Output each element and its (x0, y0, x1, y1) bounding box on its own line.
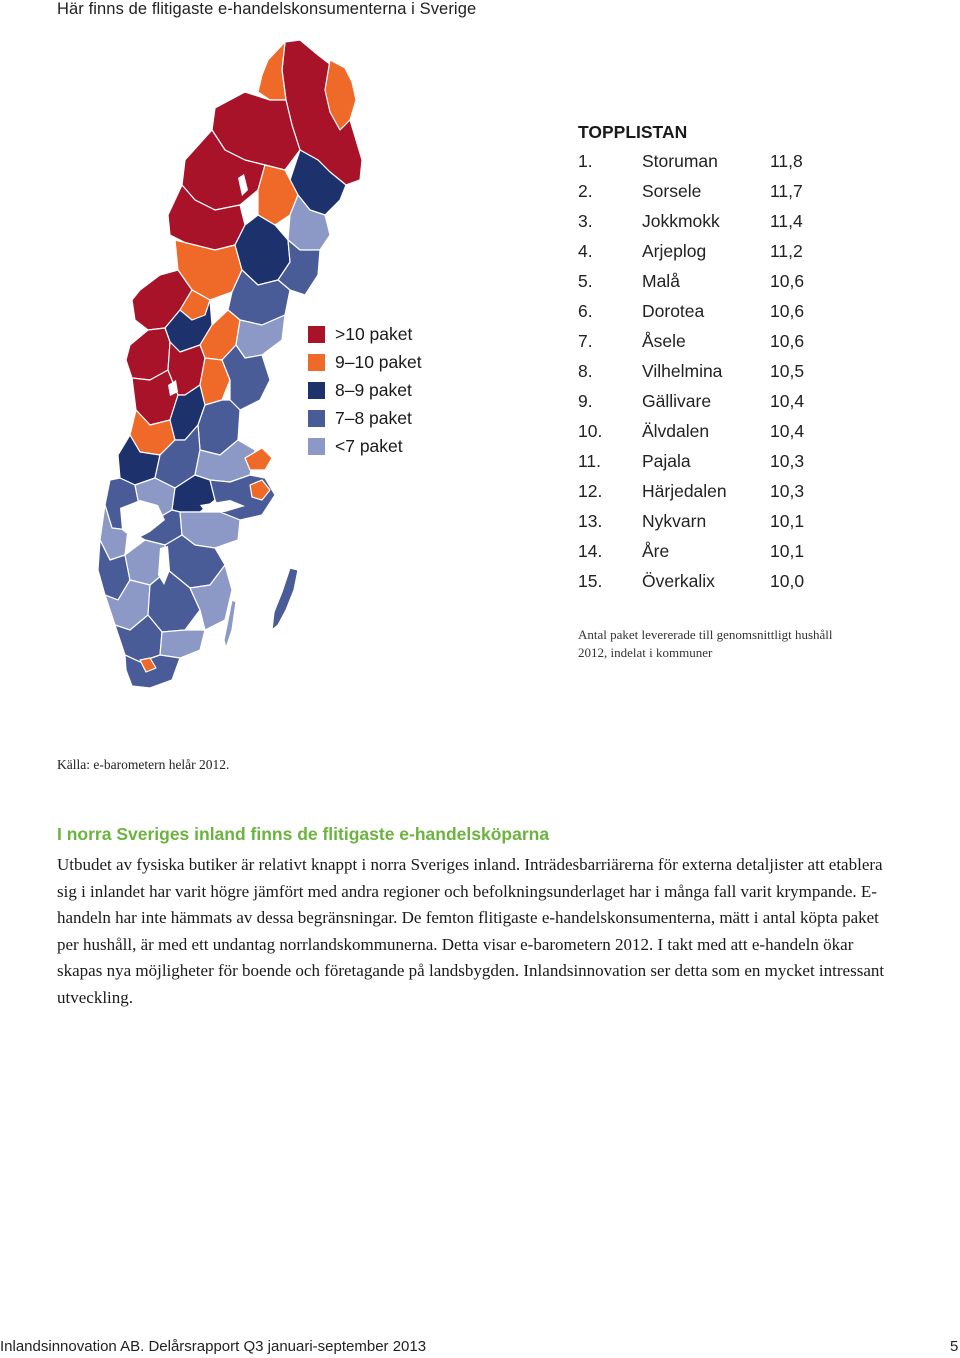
legend-label: 8–9 paket (335, 379, 412, 400)
municipality-name: Gällivare (642, 391, 712, 411)
legend-item (308, 348, 422, 376)
top-list-row (578, 206, 818, 236)
top-list-row (578, 566, 818, 596)
page-title: Här finns de flitigaste e-handelskonsumenterna i Sverige (57, 0, 477, 18)
package-value: 10,3 (770, 481, 805, 501)
package-value: 10,4 (770, 391, 805, 411)
legend-item (308, 432, 422, 460)
top-list-row (578, 146, 818, 176)
municipality-name: Storuman (642, 151, 718, 171)
package-value: 10,1 (770, 541, 805, 561)
package-value: 10,5 (770, 361, 805, 381)
rank-number: 3. (578, 211, 593, 231)
municipality-map-svg (0, 0, 560, 700)
top-list-row (578, 356, 818, 386)
rank-number: 15. (578, 571, 603, 591)
municipality-name: Malå (642, 271, 680, 291)
legend-swatch (308, 410, 325, 427)
municipality-name: Åre (642, 541, 670, 561)
legend-item (308, 320, 422, 348)
top-list-heading: TOPPLISTAN (578, 122, 688, 142)
legend-swatch (308, 354, 325, 371)
top-list-row (578, 476, 818, 506)
package-value: 11,4 (770, 211, 803, 231)
top-list-row (578, 506, 818, 536)
package-value: 10,0 (770, 571, 805, 591)
page-number: 5 (950, 1338, 959, 1355)
rank-number: 8. (578, 361, 593, 381)
legend-label: >10 paket (335, 323, 413, 344)
municipality-name: Jokkmokk (642, 211, 720, 231)
legend-label: <7 paket (335, 435, 403, 456)
top-list-row (578, 296, 818, 326)
top-list-row (578, 386, 818, 416)
map-legend (308, 320, 422, 460)
top-list-row (578, 416, 818, 446)
package-value: 10,6 (770, 301, 805, 321)
package-value: 10,6 (770, 331, 805, 351)
sweden-map (0, 0, 560, 700)
top-list (578, 118, 818, 596)
rank-number: 12. (578, 481, 603, 501)
source-note: Källa: e-barometern helår 2012. (57, 757, 230, 772)
rank-number: 5. (578, 271, 593, 291)
legend-item (308, 376, 422, 404)
top-list-row (578, 536, 818, 566)
legend-label: 7–8 paket (335, 407, 412, 428)
rank-number: 6. (578, 301, 593, 321)
package-value: 10,6 (770, 271, 805, 291)
rank-number: 13. (578, 511, 603, 531)
municipality-name: Sorsele (642, 181, 702, 201)
legend-label: 9–10 paket (335, 351, 422, 372)
rank-number: 9. (578, 391, 593, 411)
package-value: 10,3 (770, 451, 805, 471)
legend-swatch (308, 326, 325, 343)
package-value: 10,4 (770, 421, 805, 441)
rank-number: 4. (578, 241, 593, 261)
municipality-name: Arjeplog (642, 241, 707, 261)
municipality-name: Dorotea (642, 301, 705, 321)
rank-number: 7. (578, 331, 593, 351)
legend-swatch (308, 438, 325, 455)
municipality-name: Vilhelmina (642, 361, 723, 381)
package-value: 11,7 (770, 181, 803, 201)
region-north-orange (258, 42, 286, 100)
region-skane-south (125, 655, 180, 688)
municipality-name: Pajala (642, 451, 691, 471)
section-heading: I norra Sveriges inland finns de flitigaste e-handelsköparna (57, 824, 550, 844)
package-value: 11,8 (770, 151, 803, 171)
footer-text: Inlandsinnovation AB. Delårsrapport Q3 januari-september 2013 (0, 1338, 427, 1355)
municipality-name: Överkalix (642, 571, 715, 591)
rank-number: 11. (578, 451, 602, 471)
top-list-row (578, 266, 818, 296)
legend-swatch (308, 382, 325, 399)
rank-number: 1. (578, 151, 593, 171)
municipality-name: Nykvarn (642, 511, 707, 531)
top-list-row (578, 446, 818, 476)
rank-number: 10. (578, 421, 603, 441)
top-list-row (578, 236, 818, 266)
rank-number: 14. (578, 541, 603, 561)
map-caption: Antal paket levererade till genomsnittligt hushåll 2012, indelat i kommuner (578, 627, 833, 660)
region-gotland (272, 568, 298, 630)
top-list-row (578, 326, 818, 356)
municipality-name: Härjedalen (642, 481, 727, 501)
region-blekinge (160, 630, 205, 658)
municipality-name: Älvdalen (642, 421, 710, 441)
package-value: 10,1 (770, 511, 805, 531)
package-value: 11,2 (770, 241, 803, 261)
rank-number: 2. (578, 181, 593, 201)
body-paragraph: Utbudet av fysiska butiker är relativt knappt i norra Sveriges inland. Inträdesbarriärerna för externa detaljister att etablera sig i inlandet har varit högre jämfört med andra regioner och befolkningsunderlaget har i många fall varit krympande. E-handeln har inte hämmats av dessa begränsningar. De femton flitigaste e-handelskonsumenterna, mätt i antal köpta paket per hushåll, är med ett undantag norrlandskommunerna. Detta visar e-barometern 2012. I takt med att e-handeln ökar skapas nya möjligheter för boende och företagande på landsbygden. Inlandsinnovation ser detta som en mycket intressant utveckling. (57, 855, 885, 1007)
top-list-rows (578, 146, 818, 596)
municipality-name: Åsele (642, 331, 686, 351)
legend-item (308, 404, 422, 432)
top-list-row (578, 176, 818, 206)
